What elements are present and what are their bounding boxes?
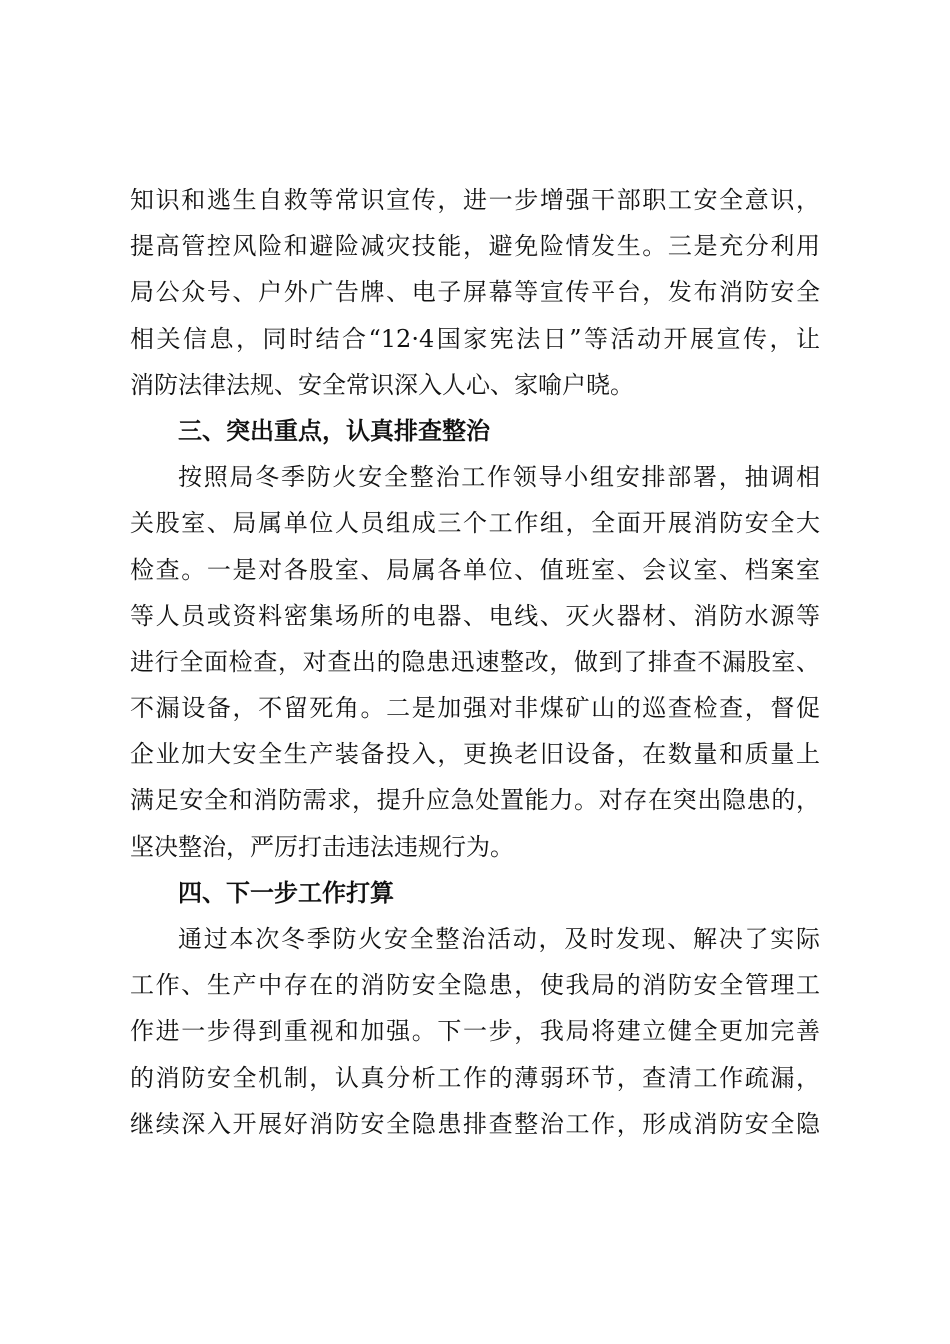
text-line: 的消防安全机制，认真分析工作的薄弱环节，查清工作疏漏， <box>130 1063 820 1092</box>
text-line: 消防法律法规、安全常识深入人心、家喻户晓。 <box>130 370 634 399</box>
text-line: 继续深入开展好消防安全隐患排查整治工作，形成消防安全隐 <box>130 1109 820 1138</box>
text-line: 满足安全和消防需求，提升应急处置能力。对存在突出隐患的， <box>130 786 820 815</box>
text-line: 不漏设备，不留死角。二是加强对非煤矿山的巡查检查，督促 <box>130 694 820 723</box>
section-heading: 四、下一步工作打算 <box>178 878 394 907</box>
text-line: 坚决整治，严厉打击违法违规行为。 <box>130 832 514 861</box>
text-line: 进行全面检查，对查出的隐患迅速整改，做到了排查不漏股室、 <box>130 647 820 676</box>
text-line: 按照局冬季防火安全整治工作领导小组安排部署，抽调相 <box>178 463 820 492</box>
text-line: 企业加大安全生产装备投入，更换老旧设备，在数量和质量上 <box>130 740 820 769</box>
text-line: 工作、生产中存在的消防安全隐患，使我局的消防安全管理工 <box>130 971 820 1000</box>
text-line: 通过本次冬季防火安全整治活动，及时发现、解决了实际 <box>178 925 820 953</box>
text-line: 知识和逃生自救等常识宣传，进一步增强干部职工安全意识， <box>130 186 820 214</box>
document-page <box>130 177 820 1147</box>
text-line: 局公众号、户外广告牌、电子屏幕等宣传平台，发布消防安全 <box>130 278 820 307</box>
text-line: 相关信息，同时结合“12·4国家宪法日”等活动开展宣传，让 <box>130 324 820 353</box>
text-line: 作进一步得到重视和加强。下一步，我局将建立健全更加完善 <box>130 1017 820 1046</box>
text-line: 等人员或资料密集场所的电器、电线、灭火器材、消防水源等 <box>130 601 820 630</box>
text-line: 提高管控风险和避险减灾技能，避免险情发生。三是充分利用 <box>130 232 820 261</box>
text-line: 检查。一是对各股室、局属各单位、值班室、会议室、档案室 <box>130 555 820 584</box>
section-heading: 三、突出重点，认真排查整治 <box>178 416 490 445</box>
text-line: 关股室、局属单位人员组成三个工作组，全面开展消防安全大 <box>130 509 820 538</box>
